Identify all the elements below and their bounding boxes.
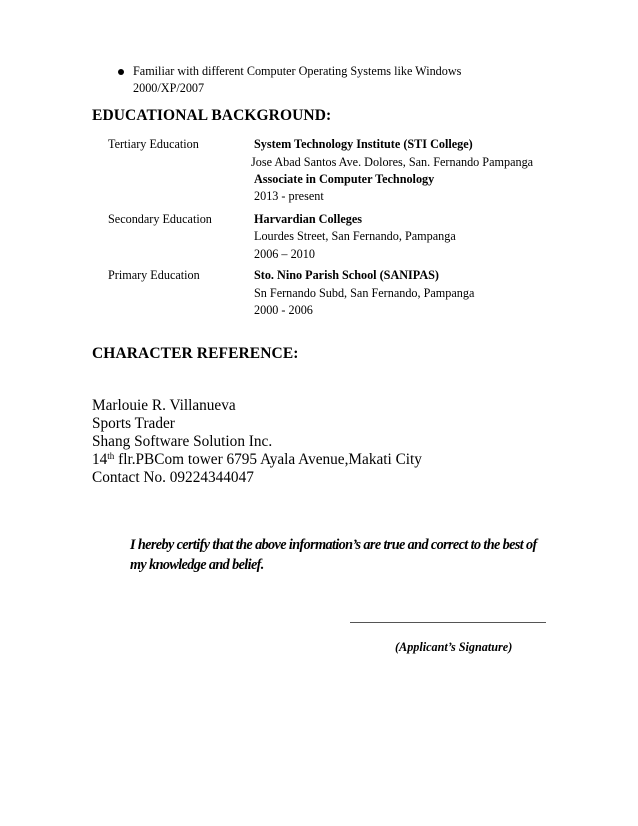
tertiary-years: 2013 - present — [254, 189, 324, 203]
secondary-school: Harvardian Colleges — [254, 212, 362, 226]
bullet-icon — [118, 69, 124, 75]
primary-level-label: Primary Education — [108, 268, 200, 282]
signature-label: (Applicant’s Signature) — [395, 640, 513, 654]
reference-name: Marlouie R. Villanueva — [92, 397, 236, 414]
reference-address-ordinal: th — [107, 451, 115, 461]
tertiary-degree: Associate in Computer Technology — [254, 172, 435, 186]
skill-bullet-text: Familiar with different Computer Operating Systems like Windows 2000/XP/2007 — [133, 64, 462, 95]
reference-position: Sports Trader — [92, 415, 175, 432]
secondary-years: 2006 – 2010 — [254, 247, 315, 261]
reference-company: Shang Software Solution Inc. — [92, 433, 273, 450]
tertiary-level-label: Tertiary Education — [108, 137, 199, 151]
reference-address — [92, 451, 422, 469]
secondary-address: Lourdes Street, San Fernando, Pampanga — [254, 229, 456, 243]
secondary-level-label: Secondary Education — [108, 212, 212, 226]
reference-contact: Contact No. 09224344047 — [92, 469, 254, 486]
certification-statement: I hereby certify that the above information’s are true and correct to the best of my knowledge and belief. — [130, 537, 537, 573]
primary-address: Sn Fernando Subd, San Fernando, Pampanga — [254, 286, 475, 300]
primary-school: Sto. Nino Parish School (SANIPAS) — [254, 268, 439, 282]
tertiary-address: Jose Abad Santos Ave. Dolores, San. Fernando Pampanga — [251, 155, 534, 169]
education-heading: EDUCATIONAL BACKGROUND: — [92, 107, 332, 124]
reference-address-rest: flr.PBCom tower 6795 Ayala Avenue,Makati City — [114, 451, 422, 468]
tertiary-school: System Technology Institute (STI College) — [254, 137, 473, 151]
reference-heading: CHARACTER REFERENCE: — [92, 345, 299, 362]
reference-address-floor: 14 — [92, 451, 108, 468]
primary-years: 2000 - 2006 — [254, 303, 313, 317]
signature-line — [350, 622, 546, 623]
